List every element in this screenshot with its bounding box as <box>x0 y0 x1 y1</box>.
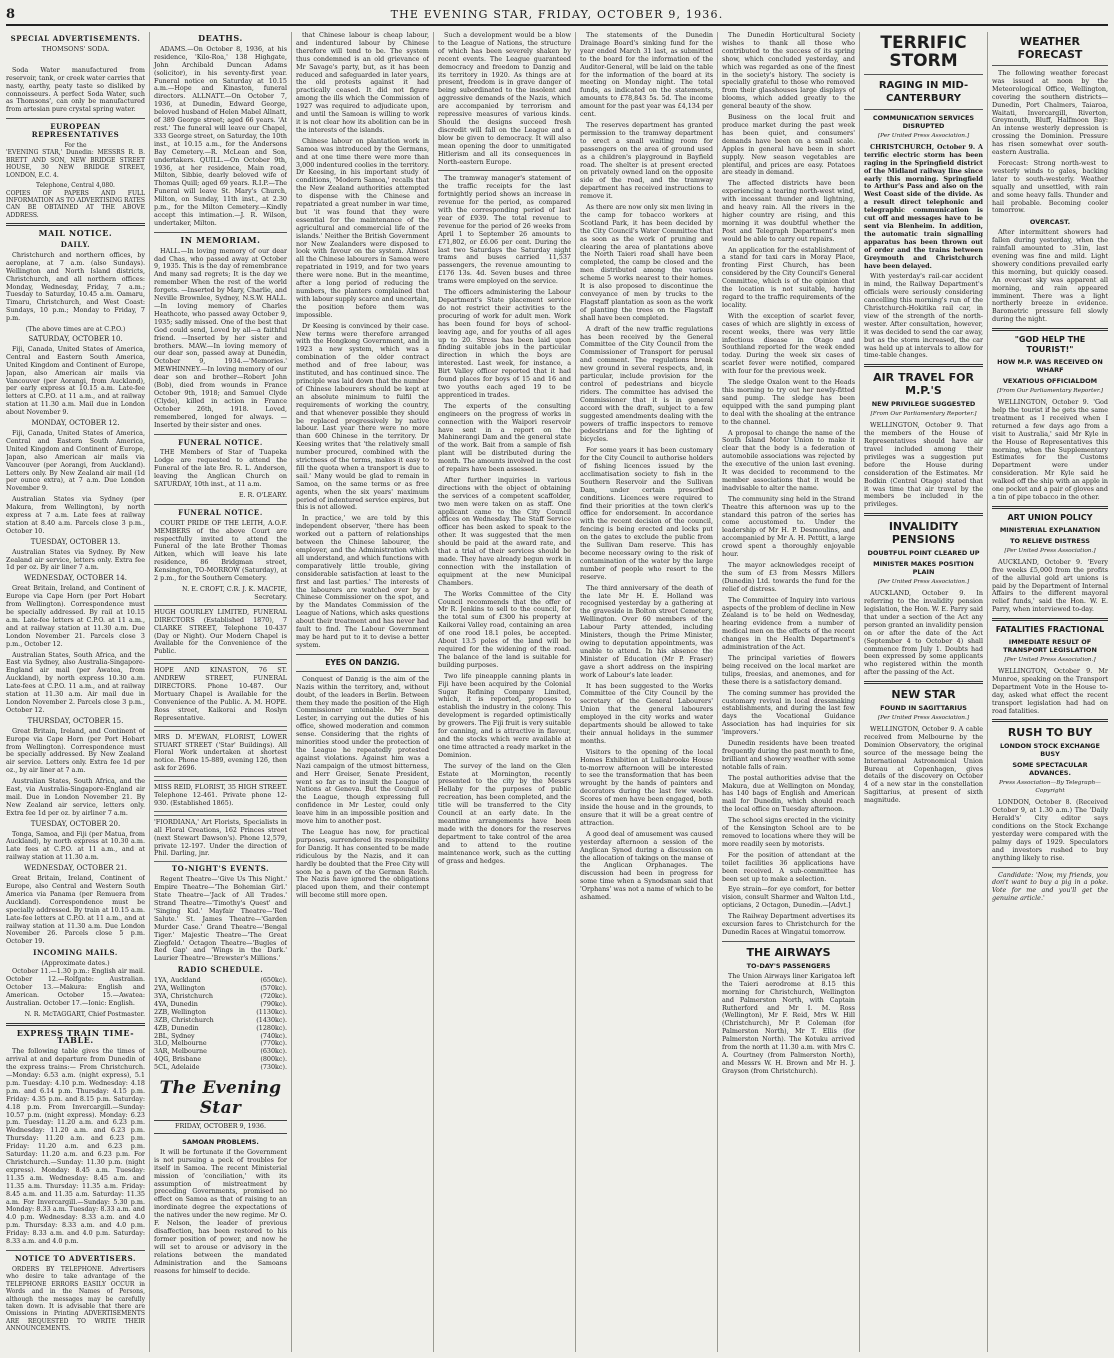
special-ads-heading: SPECIAL ADVERTISEMENTS. <box>10 34 141 43</box>
tonight-heading: TO-NIGHT'S EVENTS. <box>171 864 270 874</box>
airways-text: The Union Airways liner Karigatoa left the Taieri aerodrome at 8.15 this morning for Christchurch, Wellington and Palmerston North, with Captain Rutherford and Mr I. M. Ross (Wellington), Mr F. Reid, Mrs W. Hill (Christchurch), Mr P. Coleman (for Palmerston North), Mr T. Ellis (for Palmerston North). The Kotuku arrived from the north at 11.30 a.m. with Mrs C. A. Courtney (from Palmerston North), and Messrs W. H. Brown and Mr H. J. Grayson (from Christchurch). <box>722 971 855 1075</box>
motor-union-text: A proposal to change the name of the South Island Motor Union to make it clear that the body is a federation of automobile associations was rejected by the executive of the union last evening. It was decided to recommend to the member associations that it would be inadvisable to alter the name. <box>722 428 855 492</box>
overcast-text: After intermittent showers had fallen during yesterday, when the rainfall amounted to .31in, last evening was fine and mild. Light showery conditions prevailed early this morning, but quickly ceased. An overcast sky was apparent all morning, and rain appeared imminent. There was a light northerly breeze in evidence. Barometric pressure fell slowly during the night. <box>992 228 1108 324</box>
tue20-heading: TUESDAY, OCTOBER 20. <box>30 819 121 828</box>
danzig-text-2: The League has now, for practical purposes, surrendered its responsibility for Danzig. It has consented to be made ridiculous by the Nazis, and it can hardly be doubted that the Free City will soon be a pawn of the German Reich. The Nazis have ignored the obligations placed upon them, and their contempt will become still more open. <box>296 828 429 900</box>
tourist-subheading-2: VEXATIOUS OFFICIALDOM <box>1002 377 1098 386</box>
community-sing-text: The community sing held in the Strand Theatre this afternoon was up to the standard this patron of the series has come accustomed to. Under the leadership of Mr H. P. Desmoulins, and accompanied by Mr A. H. Pettitt, a large crowd spent a thoroughly enjoyable hour. <box>722 494 855 559</box>
incoming-heading: INCOMING MAILS. <box>33 948 118 958</box>
holland-text: The third anniversary of the death of the late Mr H. E. Holland was recognised yesterday by a gathering at the graveside in Bolton street Cemetery, Wellington. Over 60 members of the Labour Party attended, including Ministers, though the Prime Minister, owing to deputation appointments, was unable to attend. In his absence the Minister of Education (Mr P. Fraser) gave a short address on the inspiring work of Labour's late leader. <box>580 583 713 679</box>
art-union-subheading-2: TO RELIEVE DISTRESS <box>1010 536 1090 545</box>
divider <box>992 618 1108 621</box>
air-travel-headline: AIR TRAVEL FOR M.P.'S <box>873 371 974 398</box>
divider <box>6 1023 145 1026</box>
radio-station-frequency: (790kc). <box>260 999 287 1008</box>
funeral2-heading: FUNERAL NOTICE. <box>178 507 263 517</box>
hugh-gourley-ad: HUGH GOURLEY LIMITED, FUNERAL DIRECTORS (Established 1870), 7 CLARKE STREET, Telephone 10-437 (Day or Night). Our Modern Chapel is Available for the Convenience of the Public. <box>154 605 287 660</box>
radio-station-name: 4ZB, Dunedin <box>154 1023 199 1032</box>
invalidity-headline: INVALIDITY PENSIONS <box>888 520 959 547</box>
railway-note: The Railway Department advertises its excursion fares to Christchurch for the Dunedin Races at Wingatui tomorrow. <box>722 912 855 936</box>
waipori-text: The experts of the consulting engineers on the progress of works in connection with the Waipori reservoir have sent in a report on the Mahinerangi Dam and the general state of the work. Bait from a sample of fish plant will be distributed during the month. The amounts involved in the cost of repairs have been assessed. <box>438 401 571 474</box>
page-number: 8 <box>6 7 16 22</box>
sledge-text: The sledge Oxalon went to the Heads this morning to try out her newly-fitted sand pump. The sledge has been equipped with the sand pumping plant to deal with the shoaling at the entrance to the channel. <box>722 378 855 426</box>
mon-text: Fiji, Canada, United States of America, Central and Eastern South America, United Kingdom and Continent of Europe, Japan, also American air mails via Vancouver (per Aorangi, from Auckland). Letters only. By New Zealand air mail (1d per ounce extra), at 7 a.m. Due London November 9. <box>6 428 145 493</box>
radio-station-name: 1YA, Auckland <box>154 976 201 985</box>
traffic-regs-text: A draft of the new traffic regulations has been received by the General Committee of the City Council from the Commissioner of Transport for perusal and comment. The regulations break new ground in several respects, and, in particular, include provision for the control of pedestrians and bicycle riders. The committee has advised the Commissioner that it is in general accord with the draft, subject to a few suggested amendments dealing with the powers of traffic inspectors to remove pedestrians and for the lighting of bicycles. <box>580 324 713 444</box>
radio-schedule-list <box>154 977 287 1072</box>
column-3 <box>291 32 429 1352</box>
samoan-text: It will be fortunate if the Government is not pursuing a peck of troubles for itself in Samoa. The recent Ministerial mission of 'conciliation,' with its assumption of mistreatment by preceding Governments, promised no effect on Samoa as that of raising to an inordinate degree the expectations of the natives under the new regime. Mr O. F. Nelson, the leader of previous disaffection, has been restored to his former position of power, and now he will set to arouse or advisory in the relations between the mandated Administration and the Samoans reasons for himself to decide. <box>154 1147 287 1275</box>
funeral2-text: COURT PRIDE OF THE LEITH, A.O.F. MEMBERS of the above Court are respectfully invited to attend the Funeral of the late Brother Thomas Aitken, which will leave his late residence, 86 Bridgman street, Kensington, TO-MORROW (Saturday), at 2 p.m., for the Southern Cemetery. <box>154 518 287 583</box>
radio-station-name: 2ZB, Wellington <box>154 1007 206 1016</box>
euro-reps-heading: EUROPEAN REPRESENTATIVES <box>31 122 120 140</box>
radio-station-name: 3ZB, Christchurch <box>154 1015 214 1024</box>
sat-text: Fiji, Canada, United States of America, Central and Eastern South America, United Kingdom and Continent of Europe, Japan, also American air mails via Vancouver (per Aorangi, from Auckland), per early express at 10.15 a.m. Late-fee letters at C.P.O. at 11 a.m., and at railway station at 11.30 a.m. Mail due in London about November 9. <box>6 344 145 417</box>
new-star-text: WELLINGTON, October 9. A cable received from Melbourne by the Dominion Observatory, the original source of the message being the International Astronomical Union Bureau at Copenhagen, gives details of the discovery on October 4 of a new star in the constellation Sagittarius, at present of sixth magnitude. <box>864 725 983 805</box>
horticultural-text: The Dunedin Horticultural Society wishes to thank all those who contributed to the success of its spring show, which concluded yesterday, and which was regarded as one of the finest in the society's history. The society is specially grateful to those who removed from their glasshouses large displays of blooms, which added greatly to the general beauty of the show. <box>722 32 855 111</box>
invalidity-byline: [Per United Press Association.] <box>877 579 970 586</box>
fatalities-byline: [Per United Press Association.] <box>1004 657 1096 664</box>
rush-headline: RUSH TO BUY <box>1007 726 1093 740</box>
rush-subheading-2: SOME SPECTACULAR ADVANCES. <box>1012 761 1088 778</box>
makura-mail-text: The postal authorities advise that the Makura, due at Wellington on Monday, has 140 bags of English and American mail for Dunedin, which should reach the local office on Tuesday afternoon. <box>722 773 855 814</box>
invalidity-text: AUCKLAND, October 9. In referring to the invalidity pension legislation, the Hon. W. E. Parry said that under a section of the Act any person granted an invalidity pension on or after the date of the Act (September 4 to October 4) shall commence from July 1. Doubts had been expressed by some applicants who registered within the month after the passing of the Act. <box>864 589 983 677</box>
memoriam-text: HALL.—In loving memory of our dear dad Chas, who passed away at October 9, 1935. This is the day of remembrance And many sad regrets; It is the day we remember When the rest of the world forgets. —Inserted by Mary, Charlie, and Neville Brownlee, Sydney, N.S.W. HALL.—In loving memory of Charles Heathcote, who passed away October 9, 1935; sadly missed. One of the best that God could send, Loved by all—a faithful friend. —Inserted by her sister and brothers. MAW.—In loving memory of our dear son, passed away at Dunedin, October 9, 1934.—'Memories.' MEWHINNEY.—In loving memory of our dear son and brother—Robert John (Bob), died from wounds in France October 9th, 1918; and Samuel Clyde (Clyde), killed in action in France October 26th, 1918. Loved, remembered, longed for always. —Inserted by their sister and ones. <box>154 246 287 429</box>
wed-heading: WEDNESDAY, OCTOBER 14. <box>24 574 127 583</box>
fiordiana-ad: 'FIORDIANA,' Art Florists, Specialists in all Floral Creations, 162 Princes street (next Stewart Dawson's). Phone 12,579, private 12-197. Under the direction of Phil. Darling, jnr. <box>154 815 287 863</box>
airways-heading: THE AIRWAYS <box>746 945 831 959</box>
glen-estate-text: The survey of the land on the Glen Estate at Mornington, recently presented to the city by the Messrs Hellaby for the purposes of public recreation, has been completed, and the title will be transferred to the City Council at an early date. In the meantime arrangements have been made with the donors for the reserves department to take control of the area and to attend to the routine maintenance work, such as the cutting of grass and hedges. <box>438 761 571 865</box>
incoming-text: October 11.—1.30 p.m.: English air mail. October 12.—Rolfgate: Australian. October 13.—Makura: English and American. October 15.—Awatea: Australian. October 17.—Ionic: English. <box>6 967 145 1007</box>
thu-text-2: Australian States, South Africa, and the East, via Australia-Singapore-England air mail. Due in London November 21. By New Zealand air service, letters only. Extra fee 1d per oz. by airliner 7 a.m. <box>6 777 145 817</box>
incoming-sub: (Approximate dates.) <box>41 959 110 968</box>
tourist-headline: "GOD HELP THE TOURIST!" <box>1014 335 1086 355</box>
column-7 <box>859 32 983 1352</box>
divider <box>154 504 287 505</box>
hope-kinaston-ad: HOPE AND KINASTON, 76 ST. ANDREW STREET, FUNERAL DIRECTORS. Phone 10-487. Our Mortuary Chapel is Available for the Convenience of the Public. A. M. HOPE. Ross street, Kaikorai and Roslyn Representative. <box>154 663 287 726</box>
tramway-text: The tramway manager's statement of the traffic receipts for the last fortnightly period shows an increase in revenue for the period, as compared with the corresponding period of last year of £939. The total revenue to revenue for the period of 26 weeks from April 1 to September 26 amounts to £71,802, or £6.06 per cent. During the last two Saturdays the Saturday night trams and buses carried 11,537 passengers, the revenue amounting to £176 13s. 4d. Seven buses and three trams were employed on the service. <box>438 174 571 286</box>
synod-text: A good deal of amusement was caused yesterday afternoon a session of the Anglican Synod during a discussion on the allocation of takings on the manse of the Anglican Orphanages. The discussion had been in progress for some time when a Synodsman said that 'Orphans' was not a name of which to be ashamed. <box>580 829 713 902</box>
radio-station-name: 2YA, Wellington <box>154 984 206 993</box>
art-union-headline: ART UNION POLICY <box>1007 512 1093 522</box>
radio-station-frequency: (1130kc). <box>256 1007 287 1016</box>
produce-text: Business on the local fruit and produce market during the past week has been quiet, and consumers' demands have been on a small scale. Apples in general have been in short supply. New season vegetables are plentiful, and prices are easy. Potatoes are steady in demand. <box>722 113 855 177</box>
eyestrain-ad: Eye strain—for eye comfort, for better vision, consult Sharmer and Walton Ltd., opticians, 2 Octagon, Dunedin.—[Advt.] <box>722 885 855 910</box>
divider <box>438 170 571 171</box>
deaths-heading: DEATHS. <box>198 33 243 43</box>
radio-station-frequency: (770kc). <box>260 1039 287 1048</box>
euro-reps-phone: Telephone, Central 4,080. <box>36 182 115 190</box>
radio-station-frequency: (1280kc). <box>256 1023 287 1032</box>
rush-byline: Press Association—By Telegraph—Copyright <box>999 780 1101 795</box>
air-travel-subheading: NEW PRIVILEGE SUGGESTED <box>871 400 976 409</box>
storm-byline: [Per United Press Association.] <box>877 133 970 139</box>
divider <box>6 223 145 226</box>
evening-star-nameplate: The Evening Star <box>159 1078 282 1119</box>
euro-reps-text: 'EVENING STAR,' Dunedin: MESSRS R. B. BRETT AND SON, NEW BRIDGE STREET HOUSE, 30 NEW BRIDGE STREET, LONDON, E.C. 4. <box>6 149 145 179</box>
air-travel-text: WELLINGTON, October 9. That the members of the House of Representatives should have air travel included among their privileges was a suggestion put before the House during consideration of the Estimates. Mr Bodkin (Central Otago) stated that it was time that air travel by the members be included in the privileges. <box>864 421 983 509</box>
mayor-receipt-text: The mayor acknowledges receipt of the sum of £3 from Messrs Millers (Dunedin) Ltd. towards the fund for the relief of distress. <box>722 561 855 593</box>
tue-text: Australian States via Sydney. By New Zealand air service, letters only. Extra fee 1d per oz. By air liner 7 a.m. <box>6 547 145 572</box>
divider <box>992 867 1108 868</box>
radio-station-name: 4QG, Brisbane <box>154 1055 202 1064</box>
divider <box>154 232 287 233</box>
invalidity-subheading-2: MINISTER MAKES POSITION PLAIN <box>873 560 974 577</box>
drainage-text: The statements of the Dunedin Drainage Board's sinking fund for the year ended March 31 last, as submitted to the board for the information of the Auditor-General, will be laid on the table for the information of the board at its meeting on Monday night. The total funds, as indicated on the statements, amounts to £78,843 5s. 5d. The income amount for the past year was £4,134 per cent. <box>580 32 713 119</box>
radio-station-name: 5CL, Adelaide <box>154 1063 200 1072</box>
euro-reps-for: For the <box>64 142 87 150</box>
danzig-text: Conquest of Danzig is the aim of the Nazis within the territory, and, without doubt, of the leaders in Berlin. Between them they made the position of the High Commissioner untenable. Mr Sean Lester, in carrying out the duties of his office, showed moderation and common sense. Considering that the rights of minorities stood under the protection of the League he repeatedly protested against violations. Against him was a Nazi campaign of the utmost bitterness, and Herr Greiser, Senate President, went so far as to insult the League of Nations at Geneva. But the Council of the League, though expressing full confidence in Mr Lester, could only leave him in an impossible position and move him to another post. <box>296 674 429 826</box>
page-title: THE EVENING STAR, FRIDAY, OCTOBER 9, 1936. <box>390 8 724 21</box>
wed-text-2: Australian States, South Africa, and the East via Sydney, also Australia-Singapore-England air mail (per Awatea, from Auckland), by north express 10.30 a.m. Late-fees at C.P.O. 11 a.m., and at railway station at 11.30 a.m. Air mail due in London November 2. Parcels close 3 p.m., October 12. <box>6 650 145 714</box>
radio-station-frequency: (570kc). <box>260 984 287 993</box>
tue-heading: TUESDAY, OCTOBER 13. <box>30 537 121 546</box>
column-6 <box>717 32 855 1352</box>
notice-heading: NOTICE TO ADVERTISERS. <box>14 1253 137 1263</box>
fishing-text: For some years it has been customary for the City Council to authorise holders of fishing licences issued by the acclimatisation society to fish in the Southern Reservoir and the Sullivan Dam, under certain prescribed conditions. Licences were required to find their priorities at the town clerk's office for endorsement. In accordance with the recent decision of the council, fencing is being erected and locks put on the gates to exclude the public from the Sullivan Dam reserve. This has become necessary owing to the risk of contamination of the water by the large number of people who resort to the reserve. <box>580 446 713 581</box>
school-signs-text: The school signs erected in the vicinity of the Kensington School are to be removed to locations where they will be more readily seen by motorists. <box>722 816 855 848</box>
invalidity-subheading: DOUBTFUL POINT CLEARED UP <box>867 549 980 558</box>
masthead <box>6 6 1108 26</box>
attendant-text: For the position of attendant at the toilet facilities 36 applications have been received. A sub-committee has been set up to make a selection. <box>722 850 855 883</box>
danzig-heading: EYES ON DANZIG. <box>325 657 400 667</box>
funeral2-sign: N. E. CROFT, C.R. J. K. MACFIE, Secretary. <box>182 585 287 601</box>
tue20-text: Tonga, Samoa, and Fiji (per Matua, from Auckland), by north express at 10.30 a.m. Late fees at C.P.O. at 11 a.m., and at railway station at 11.30 a.m. <box>6 829 145 862</box>
joke-text: Candidate: 'Now, my friends, you don't want to buy a pig in a poke. Vote for me and you'll get the genuine article.' <box>992 870 1108 903</box>
divider <box>296 671 429 672</box>
tourist-byline: [From Our Parliamentary Reporter.] <box>996 388 1104 395</box>
taxi-stand-text: An application for the establishment of a stand for taxi cars in Moray Place, fronting First Church, has been considered by the City Council's General Committee, which is of the opinion that the location is not suitable, having regard to the traffic requirements of the locality. <box>722 245 855 309</box>
chinese-labour-text-1: that Chinese labour is cheap labour, and indentured labour by Chinese therefore will tend to be. The system thus condemned is an old grievance of Mr Savage's party, but, as it has been reduced and safeguarded in later years, the old protests against it had practically ceased. It did not figure among the ills which the Commission of 1927 was required to adjudicate upon, and until the Samoan is willing to work it is not clear how its abolition can be in the interests of the islands. <box>296 32 429 134</box>
storm-text-2: With yesterday's rail-car accident in mind, the Railway Department's officials were seriously considering cancelling this morning's run of the Christchurch-Hokitika rail car, in view of the strength of the north-wester. After consultation, however, it was decided to send the car away, but as the storm increased, the car was held up at intervals to allow for time-table changes. <box>864 272 983 360</box>
divider <box>992 65 1108 66</box>
radio-station-frequency: (630kc). <box>260 1047 287 1056</box>
notice-text: ORDERS BY TELEPHONE. Advertisers who desire to take advantage of the TELEPHONE ERRORS EASILY OCCUR in Words and in the Names of Persons, although the messages may be carefully taken down. It is advisable that there are Omissions in Printing ADVERTISEMENTS ARE REQUESTED TO WRITE THEIR ANNOUNCEMENTS. <box>6 1265 145 1333</box>
storm-headline: TERRIFIC STORM <box>880 33 967 71</box>
column-2 <box>149 32 287 1352</box>
wed21-text: Great Britain, Ireland, Continent of Europe, also Central and Western South America via Panama (per Remuera from Auckland). Correspondence must be specially addressed. By train at 10.15 a.m. Late-fee letters at C.P.O. at 11 a.m., and at railway station at 11.30 a.m. Due London November 26. Parcels close 5 p.m. October 19. <box>6 874 145 946</box>
weather-note-text: Dunedin residents have been treated frequently during the past month to fine, brilliant and showery weather with some notable falls of rain. <box>722 739 855 771</box>
fatalities-text: WELLINGTON, October 9. Mr Munroe, speaking on the Transport Department Vote in the House to-day, asked what effect the recent transport legislation had had on road fatalities. <box>992 667 1108 715</box>
art-union-subheading: MINISTERIAL EXPLANATION <box>999 525 1101 534</box>
divider <box>154 434 287 435</box>
funeral-sign: E. R. O'LEARY. <box>238 490 287 499</box>
thu-text: Great Britain, Ireland, and Continent of Europe via Cape Horn (per Port Hobart from Wellington). Correspondence must be specially addressed. By New Zealand air service. Letters only. Extra fee 1d per oz., by air liner at 7 a.m. <box>6 726 145 775</box>
radio-station-frequency: (740kc). <box>260 1031 287 1040</box>
flowers-text: The principal varieties of flowers being received on the local market are tulips, freesias, and anemones, and for these there is a satisfactory demand. <box>722 653 855 686</box>
daily-note: (The above times are at C.P.O.) <box>25 325 126 334</box>
wed-text: Great Britain, Ireland, and Continent of Europe via Cape Horn (per Port Hobart from Wellington). Correspondence must be specially addressed. By rail at 10.15 a.m. Late-fee letters at C.P.O. at 11 a.m., and at railway station at 11.30 a.m. Due London November 21. Parcels close 3 p.m., October 12. <box>6 584 145 648</box>
divider <box>296 654 429 655</box>
weather-text: The following weather forecast was issued at noon by the Meteorological Office, Wellington, covering the southern districts—Dunedin, Port Chalmers, Taiaroa, Waitati, Invercargill, Riverton, Greymouth, Bluff, Halfmoon Bay: An intense westerly depression is crossing the Dominion. Pressure has risen somewhat over south-eastern Australia. <box>992 69 1108 157</box>
divider <box>992 328 1108 331</box>
reserves-text: The reserves department has granted permission to the tramway department to erect a small waiting room for passengers on the area of ground used as a children's playground in Bayfield road. The shelter is at present erected on privately owned land on the opposite side of the road, and the tramway department has received instructions to remove it. <box>580 120 713 201</box>
labour-dept-text: The officers administering the Labour Department's State placement service do not restrict their activities to the procuring of work for adult men. Work has been found for boys of school-leaving age, and for youths of all ages up to 20. Stress has been laid upon finding suitable jobs in the particular direction in which the boys are interested. Last week, for instance, a Birt Valley officer reported that it had found places for boys of 15 and 16 and two youths each aged 19 to be apprenticed in trades. <box>438 288 571 399</box>
radio-station-name: 3YA, Christchurch <box>154 991 213 1000</box>
column-5 <box>575 32 713 1352</box>
scotland-park-text: As there are now only six men living in the camp for tobacco workers at Scotland Park, it has been decided by the City Council's Water Committee that as soon as the work of pruning and clearing the area of plantations above the North Taieri road shall have been completed, the camp be closed and the men distributed among the various scheme 5 works nearest to their homes. It is also proposed to discontinue the conveyance of men by trucks to the Flagstaff plantation as soon as the work of planting the trees on the Flagstaff shall have been completed. <box>580 203 713 322</box>
new-star-subheading: FOUND IN SAGITTARIUS <box>880 704 967 713</box>
divider <box>992 506 1108 509</box>
storm-headline-2: RAGING IN MID-CANTERBURY <box>878 80 969 104</box>
scaffolder-text: After further inquiries in various directions with the object of obtaining the services of a competent scaffolder, two men were taken on as staff. One applicant came to the City Council offices on Wednesday. The Staff Service officer has been asked to speak to the other. It was suggested that the men should be paid at the award rate, and that a trial of their services should be made. They have already begun work in connection with the installation of equipment at the new Municipal Chambers. <box>438 475 571 587</box>
divider <box>864 74 983 75</box>
art-union-byline: [Per United Press Association.] <box>1004 547 1096 554</box>
dressmaking-text: The coming summer has provided the customary revival in local dressmaking establishments, and during the last few days the Vocational Guidance Association has had inquiries for six 'improvers.' <box>722 688 855 737</box>
radio-station-name: 3LO, Melbourne <box>154 1039 207 1048</box>
tonight-text: Regent Theatre—'Give Us This Night.' Empire Theatre—'The Bohemian Girl.' State Theatre—'Jack of All Trades.' Strand Theatre—'Timothy's Quest' and 'Singing Kid.' Mayfair Theatre—'Red Salute.' St. James Theatre—'Garden Murder Case.' Grand Theatre—'Bengal Tiger.' Majestic Theatre—'The Great Ziegfeld.' Octagon Theatre—'Bugles of Red Gap' and 'Wings in the Dark.' Laurier Theatre—'Brewster's Millions.' <box>154 875 287 963</box>
memoriam-heading: IN MEMORIAM. <box>180 234 261 245</box>
express-text: The following table gives the times of arrival at and departure from Dunedin of the express trains:— From Christchurch.—Monday: 6.53 a.m. (night express), 5.1 p.m. Tuesday: 4.10 p.m. Wednesday: 4.18 p.m. and 6.14 p.m. Thursday: 4.15 p.m. Friday: 4.35 p.m. and 8.15 p.m. Saturday: 4.18 p.m. From Invercargill.—Sunday: 10.57 p.m. (night express). Monday: 6.23 p.m. Tuesday: 11.20 a.m. and 6.23 p.m. Wednesday: 11.20 a.m. and 6.23 p.m. Thursday: 11.20 a.m. and 6.23 p.m. Friday: 11.20 a.m. and 6.23 p.m. Saturday: 11.20 a.m. and 6.23 p.m. For Christchurch.—Sunday: 11.30 p.m. (night express). Monday: 8.45 a.m. Tuesday: 11.35 a.m. Wednesday: 8.45 a.m. and 11.35 a.m. Thursday: 11.35 a.m. Friday: 8.45 a.m. and 11.35 a.m. Saturday: 11.35 a.m. For Invercargill.—Sunday: 5.30 p.m. Monday: 8.33 a.m. Tuesday: 8.33 a.m. and 4.0 p.m. Wednesday: 8.33 a.m. and 4.0 p.m. Thursday: 8.33 a.m. and 4.0 p.m. Friday: 8.33 a.m. and 4.0 p.m. Saturday: 8.33 a.m. and 4.0 p.m. <box>6 1047 145 1246</box>
storm-subheading: COMMUNICATION SERVICES DISRUPTED <box>872 114 975 130</box>
radio-station-frequency: (1430kc). <box>256 1015 287 1024</box>
storm-text: CHRISTCHURCH, October 9. A terrific electric storm has been raging in the Springfield district of the Midland railway line since early this morning. Springfield to Arthur's Pass and also on the West Coast side of the divide. As a result direct telephonic and telegraphic communication is cut off and messages have to be sent via Blenheim. In addition, the automatic train signalling apparatus has been thrown out of order and the trains between Greymouth and Christchurch have been delayed. <box>864 142 983 270</box>
thu-heading: THURSDAY, OCTOBER 15. <box>27 716 124 725</box>
storm-districts-text: The affected districts have been experiencing a tearing north-west wind, with incessant thunder and lightning, and heavy rain. All the rivers in the higher country are rising, and this morning it was doubtful whether the Post and Telegraph Department's men would be able to carry out repairs. <box>722 179 855 243</box>
radio-station-frequency: (720kc). <box>260 991 287 1000</box>
funeral-text: THE Members of Star of Tuapeka Lodge are requested to attend the Funeral of the late Bro. R. L. Anderson, leaving the Anglican Church on SATURDAY, 10th inst., at 11 a.m. <box>154 448 287 489</box>
column-1 <box>6 32 145 1352</box>
radio-station-name: 2BL, Sydney <box>154 1031 195 1040</box>
divider <box>6 118 145 119</box>
radio-station-row <box>154 1064 287 1072</box>
radio-heading: RADIO SCHEDULE. <box>177 965 264 975</box>
mcewan-ad: MRS D. M'EWAN, FLORIST, LOWER STUART STREET ('Star' Buildings). All Floral Work undertaken at shortest notice. Phone 15-889, evening 126, then ask for 2696. <box>154 730 287 778</box>
rush-text: LONDON, October 8. (Received October 9, at 1.30 a.m.) The 'Daily Herald's' City editor says conditions on the Stock Exchange yesterday were compared with the palmy days of 1929. Speculators and investors rushed to buy anything likely to rise. <box>992 798 1108 862</box>
chinese-labour-text-4: In practice,' we are told by this independent observer, 'there has been worked out a pattern of relationships between the Chinese labourer, the employer, and the Administration which all understand, and which functions with comparatively little trouble, giving considerable satisfaction at least to the first and last parties.' The interests of the labourers are watched over by a Chinese Commissioner on the spot, and by the Mandates Commission of the League of Nations, which asks questions about their treatment and has never had fault to find. The Labour Government may be hard put to it to devise a better system. <box>296 514 429 649</box>
divider <box>864 681 983 684</box>
chinese-labour-text-2: Chinese labour on plantation work in Samoa was introduced by the Germans, and at one time there were more than 3,000 indentured coolies in the territory. Dr Keesing, in his important study of conditions, 'Modern Samoa,' recalls that the New Zealand authorities attempted to dispense with the Chinese and repatriated a great number in war time, but 'it was found that they were essential for the maintenance of the agricultural and commercial life of the islands.' Neither the British Government nor New Zealanders were disposed to look with favour on the system. Almost all the Chinese labourers in Samoa were repatriated in 1919, and for two years there were none. But in the meantime, after a long period of reducing the numbers, the planters complained that with labour supply scarce and uncertain, the position before them was impossible. <box>296 136 429 319</box>
radio-station-frequency: (730kc). <box>260 1063 287 1072</box>
daily-heading: DAILY. <box>60 240 91 250</box>
divider <box>864 513 983 516</box>
scarlet-fever-text: With the exception of scarlet fever, cases of which are slightly in excess of recent weeks, there was very little infectious disease in Otago and Southland reported for the week ended today. During the week six cases of scarlet fever were notified, compared with four for the previous week. <box>722 311 855 376</box>
radio-station-name: 4YA, Dunedin <box>154 999 198 1008</box>
column-8 <box>987 32 1108 1352</box>
new-star-byline: [Per United Press Association.] <box>877 715 970 722</box>
airways-subheading: TO-DAY'S PASSENGERS <box>746 961 831 970</box>
euro-reps-copies: COPIES OF PAPERS AND FULL INFORMATION AS TO ADVERTISING RATES CAN BE OBTAINED AT THE ABOVE ADDRESS. <box>6 189 145 219</box>
homes-exhibition-text: Visitors to the opening of the local Homes Exhibition at Lullabrooke House to-morrow afternoon will be interested to see the transformation that has been wrought by the hands of painters and decorators during the last few weeks. Scores of men have been engaged, both inside the house and in the grounds, to ensure that it will be a great centre of attraction. <box>580 747 713 827</box>
newspaper-page <box>6 6 1108 1352</box>
radio-station-frequency: (650kc). <box>260 976 287 985</box>
jenkins-offer-text: The Works Committee of the City Council recommends that the offer of Mr R. Jenkins to sell to the council, for the total sum of £300 his property at Kaikorai Valley road, containing an area of one rood 18.1 poles, be accepted. About 13.5 poles of the land will be required for the widening of the road. The balance of the land is suitable for building purposes. <box>438 589 571 669</box>
column-4 <box>433 32 571 1352</box>
inquiry-text: The Committee of Inquiry into various aspects of the problem of decline in New Zealand is to be held on Wednesday, hearing evidence from a number of medical men on the effects of the recent changes in the Health Department's administration of the Act. <box>722 595 855 652</box>
art-union-text: AUCKLAND, October 9. 'Every five weeks £5,000 from the profits of the alluvial gold art unions is paid by the Department of Internal Affairs to the different mayoral relief funds,' said the Hon. W. E. Parry, when interviewed to-day. <box>992 557 1108 614</box>
divider <box>722 941 855 942</box>
tourist-subheading: HOW M.P. WAS RECEIVED ON WHARF <box>997 358 1103 375</box>
fatalities-headline: FATALITIES FRACTIONAL <box>995 625 1105 635</box>
thomsons-soda-title: THOMSONS' SODA. <box>41 44 110 53</box>
daily-text: Christchurch and northern offices, by aeroplane, at 7 a.m. (also Sundays). Wellington and North Island districts, Christchurch, and all northern offices: Monday, Wednesday, Friday, 7 a.m.; Tuesday to Saturday, 10.45 a.m. Oamaru, Timaru, Christchurch, and West Coast: Sundays, 10 p.m.; Monday to Friday, 7 p.m. <box>6 250 145 323</box>
labourers-text: It has been suggested to the Works Committee of the City Council by the secretary of the General Labourers' Union that the general labourers employed in the city works and water departments should be allowed to take their annual holidays in the summer months. <box>580 681 713 745</box>
editorial-date: FRIDAY, OCTOBER 9, 1936. <box>154 1120 287 1134</box>
tourist-text: WELLINGTON, October 9. 'God help the tourist if he gets the same treatment as I received when I returned a few days ago from a visit to Australia,' said Mr Kyle in the House of Representatives this morning, when the Supplementary Estimates for the Customs Department were under consideration. Mr Kyle said he walked off the ship with an apple in one pocket and a pair of gloves and a tin of pipe tobacco in the other. <box>992 398 1108 501</box>
deaths-text: ADAMS.—On October 8, 1936, at his residence, 'Kilo-Roa,' 138 Highgate, John Archibald Duncan Adams (solicitor), in his seventy-first year. Funeral notice on Saturday at 10.15 a.m.—Hope and Kinaston, funeral directors. ALLNATT.—On October 7, 1936, at Dunedin, Edward George, beloved husband of Helen Mabel Allnatt, of 389 George street; aged 66 years. 'At rest.' The funeral will leave our Chapel, 333 George street, on Saturday, the 10th inst., at 10.15 a.m., for the Andersons Bay Cemetery.—R. McLean and Son, undertakers. QUILL.—On October 9th, 1936, at her residence, Main road, Milton, Sibbie, dearly beloved wife of Thomas Quill; aged 69 years. R.I.P.—The Funeral will leave St. Mary's Church, Milton, on Sunday, 11th inst., at 2.30 p.m., for the Milton Cemetery.—Kindly accept this intimation.—J. R. Wilson, undertaker, Milton. <box>154 44 287 227</box>
weather-headline: WEATHER FORECAST <box>1017 35 1083 61</box>
league-text: Such a development would be a blow to the League of Nations, the structure of which has been severely shaken by recent events. The League guaranteed democracy and freedom to Danzig and its territory in 1920. As things are at present, freedom is in grave danger of being subordinated to the insolent and aggressive demands of the Nazis, which are accompanied by terrorism and repressive measures of various kinds. Should the designs succeed fresh discredit will fall on the League and a blow be given to democracy. It will also mean opening the door to unmitigated Hitlerism and all its consequences in North-eastern Europe. <box>438 32 571 166</box>
divider <box>864 109 983 110</box>
divider <box>6 1250 145 1251</box>
samoan-heading: SAMOAN PROBLEMS. <box>182 1137 259 1146</box>
rush-subheading: LONDON STOCK EXCHANGE BUSY <box>1000 742 1100 759</box>
weather-text-2: Forecast: Strong north-west to westerly winds to gales, backing later to south-westerly. Weather squally and unsettled, with rain and some heavy falls. Thunder and hail probable. Becoming cooler tomorrow. <box>992 158 1108 215</box>
sat-heading: SATURDAY, OCTOBER 10. <box>28 335 123 343</box>
new-star-headline: NEW STAR <box>891 688 956 702</box>
radio-station-frequency: (800kc). <box>260 1055 287 1064</box>
air-travel-byline: [From Our Parliamentary Reporter.] <box>870 411 977 418</box>
overcast-heading: OVERCAST. <box>1029 218 1071 227</box>
thomsons-soda-text: Soda Water manufactured from reservoir, tank, or creek water carries that nasty, earthy, peaty taste so disliked by connoisseurs. A perfect Soda Water, such as Thomsons', can only be manufactured from artesian pure crystal spring water. <box>6 65 145 114</box>
funeral-heading: FUNERAL NOTICE. <box>178 437 263 447</box>
chinese-labour-text-3: Dr Keesing is convinced by their case. New terms were therefore arranged with the Hongkong Government, and in 1923 a new system, which was a combination of the older contract method and of free labour, was instituted, and has continued since. The principle was laid down that the number of Chinese labourers should be kept at an absolute minimum to fulfil the requirements of working the country, and that whenever possible they should be replaced progressively by native labour. Last year there were no more than 600 Chinese in the territory. Dr Keesing writes that 'the relatively small number procured, combined with the strictness of the terms, makes it easy to fill the quota when a transport is due to sail.' Many would be glad to remain in Samoa, on the same terms or as free agents, when the six years' maximum period of indentured service expires, but this is not allowed. <box>296 321 429 512</box>
wed21-heading: WEDNESDAY, OCTOBER 21. <box>24 864 127 873</box>
fatalities-subheading: IMMEDIATE RESULT OF TRANSPORT LEGISLATION <box>1003 638 1097 655</box>
express-heading: EXPRESS TRAIN TIME-TABLE. <box>16 1027 135 1046</box>
divider <box>992 719 1108 722</box>
columns <box>6 32 1108 1352</box>
pineapple-text: Two life pineapple canning plants in Fiji have been acquired by the Colonial Sugar Refining Company Limited, which, it is reported, proposes to establish the industry in the colony. This development is regarded optimistically by growers. The Fiji fruit is very suitable for canning, and is attractive in flavour, and the stocks which were available at one time attracted a ready market in the Dominion. <box>438 671 571 759</box>
incoming-sign: N. R. McTAGGART, Chief Postmaster. <box>24 1009 145 1018</box>
mon-heading: MONDAY, OCTOBER 12. <box>31 419 120 428</box>
mail-notice-heading: MAIL NOTICE. <box>38 228 113 239</box>
mon-text-2: Australian States via Sydney (per Makura, from Wellington), by north express at 7 a.m. Late fees at railway station at 8.40 a.m. Parcels close 3 p.m., October 10. <box>6 495 145 535</box>
divider <box>864 364 983 367</box>
reid-ad: MISS REID, FLORIST, 35 HIGH STREET. Telephone 12-461. Private phone 12-930. (Established 1865). <box>154 780 287 812</box>
radio-station-name: 3AR, Melbourne <box>154 1047 207 1056</box>
